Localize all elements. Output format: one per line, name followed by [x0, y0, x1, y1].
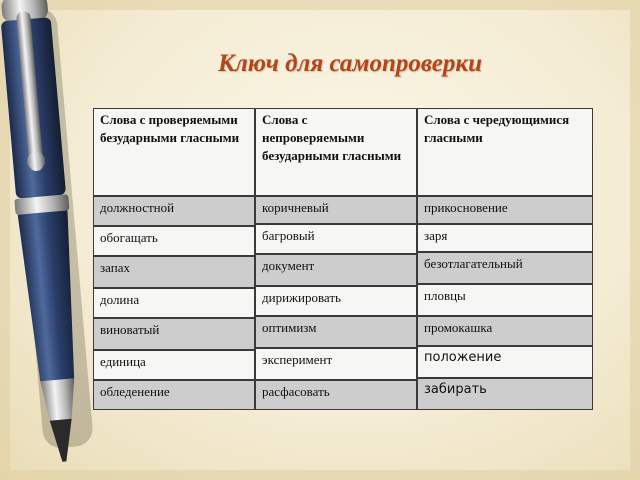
- page-title: Ключ для самопроверки: [218, 50, 482, 77]
- table-cell: положение: [417, 346, 593, 378]
- table-cell: промокашка: [417, 316, 593, 346]
- table-cell: коричневый: [255, 196, 417, 224]
- table-cell: заря: [417, 224, 593, 252]
- table-cell: документ: [255, 254, 417, 286]
- table-cell: забирать: [417, 378, 593, 410]
- table-cell: пловцы: [417, 284, 593, 316]
- table-cell: эксперимент: [255, 348, 417, 380]
- table-cell: должностной: [93, 196, 255, 226]
- table-cell: долина: [93, 288, 255, 318]
- table-cell: оптимизм: [255, 316, 417, 348]
- header-col1: Слова с проверяемыми безударными гласными: [93, 108, 255, 196]
- table-cell: багровый: [255, 224, 417, 254]
- table-cell: единица: [93, 350, 255, 380]
- table-cell: запах: [93, 256, 255, 288]
- table-cell: прикосновение: [417, 196, 593, 224]
- header-col3: Слова с чередующимися гласными: [417, 108, 593, 196]
- table-cell: расфасовать: [255, 380, 417, 410]
- header-col2: Слова с непроверяемыми безударными гласными: [255, 108, 417, 196]
- table-cell: обогащать: [93, 226, 255, 256]
- table-cell: виноватый: [93, 318, 255, 350]
- table-cell: безотлагательный: [417, 252, 593, 284]
- table-cell: дирижировать: [255, 286, 417, 316]
- table-cell: обледенение: [93, 380, 255, 410]
- answer-table: [93, 108, 593, 410]
